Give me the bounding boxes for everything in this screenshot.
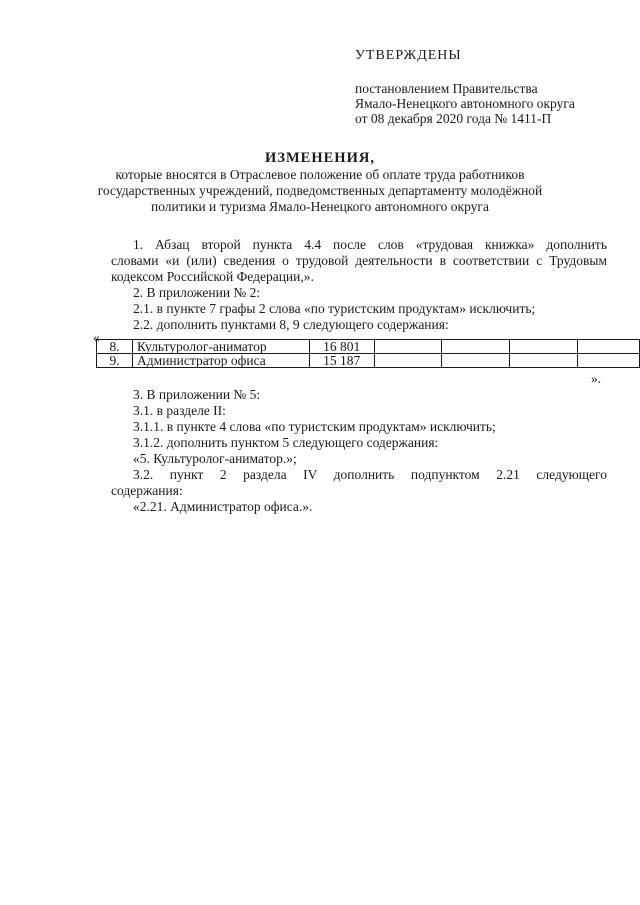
row-empty-cell <box>510 340 578 354</box>
table-row <box>97 340 640 354</box>
row-empty-cell <box>577 354 639 368</box>
row-empty-cell <box>374 340 442 354</box>
document-title: ИЗМЕНЕНИЯ, <box>265 150 375 166</box>
row-position: Культуролог-аниматор <box>133 340 310 354</box>
paragraph-3: 3. В приложении № 5: <box>133 387 261 402</box>
document-heading <box>0 149 640 215</box>
row-number: 8. <box>97 340 133 354</box>
paragraph-3-2-line-1: 3.2. пункт 2 раздела IV дополнить подпунктом 2.21 следующего <box>133 467 607 482</box>
heading-line-1: которые вносятся в Отраслевое положение об оплате труда работников <box>115 167 525 182</box>
row-position: Администратор офиса <box>133 354 310 368</box>
quote-close: ». <box>591 371 602 386</box>
positions-table <box>96 339 640 368</box>
approval-title: УТВЕРЖДЕНЫ <box>355 48 462 63</box>
paragraph-1-line-2: словами «и (или) сведения о трудовой деятельности в соответствии с Трудовым <box>111 253 607 268</box>
paragraph-3-2-line-2: содержания: <box>111 483 183 498</box>
paragraph-1-line-3: кодексом Российской Федерации,». <box>111 269 314 284</box>
approval-line-3: от 08 декабря 2020 года № 1411-П <box>355 111 552 126</box>
row-salary: 16 801 <box>309 340 374 354</box>
row-empty-cell <box>374 354 442 368</box>
row-empty-cell <box>442 340 510 354</box>
row-empty-cell <box>510 354 578 368</box>
heading-line-2: государственных учреждений, подведомственных департаменту молодёжной <box>97 183 543 198</box>
approval-line-1: постановлением Правительства <box>355 81 538 96</box>
paragraph-3-1-2-text: «5. Культуролог-аниматор.»; <box>133 451 297 466</box>
paragraph-1-line-1: 1. Абзац второй пункта 4.4 после слов «трудовая книжка» дополнить <box>133 237 607 252</box>
paragraph-3-1-1: 3.1.1. в пункте 4 слова «по туристским продуктам» исключить; <box>133 419 496 434</box>
paragraph-2: 2. В приложении № 2: <box>133 285 261 300</box>
quote-open: « <box>93 330 100 345</box>
row-number: 9. <box>97 354 133 368</box>
table-row <box>97 354 640 368</box>
paragraph-3-1-2: 3.1.2. дополнить пунктом 5 следующего содержания: <box>133 435 439 450</box>
row-empty-cell <box>577 340 639 354</box>
paragraph-2-1: 2.1. в пункте 7 графы 2 слова «по туристским продуктам» исключить; <box>133 301 536 316</box>
approval-line-2: Ямало-Ненецкого автономного округа <box>355 96 575 111</box>
heading-line-3: политики и туризма Ямало-Ненецкого автономного округа <box>151 199 489 214</box>
row-salary: 15 187 <box>309 354 374 368</box>
paragraph-3-2-text: «2.21. Администратор офиса.». <box>133 499 313 514</box>
paragraph-3-1: 3.1. в разделе II: <box>133 403 226 418</box>
paragraph-2-2: 2.2. дополнить пунктами 8, 9 следующего содержания: <box>133 317 449 332</box>
row-empty-cell <box>442 354 510 368</box>
approval-block <box>355 48 575 126</box>
